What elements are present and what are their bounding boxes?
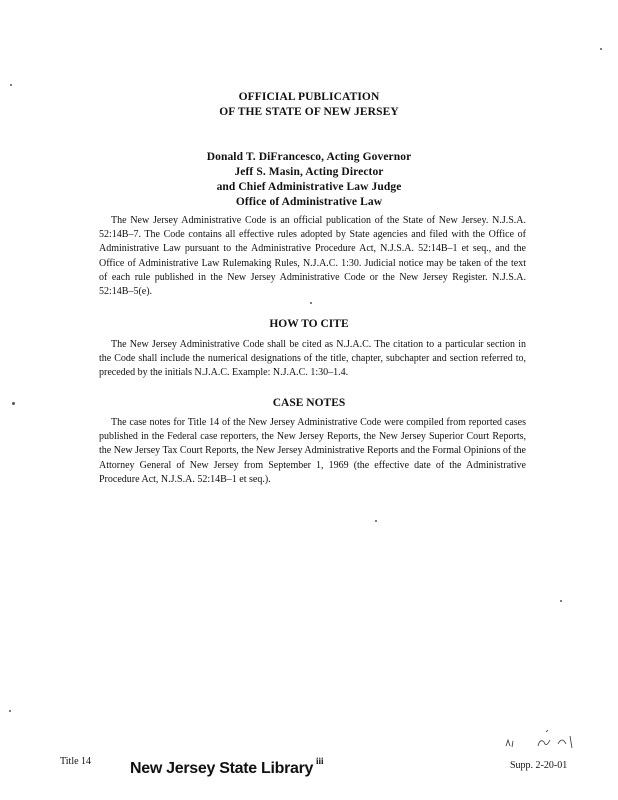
library-stamp: New Jersey State Library [130,760,314,777]
case-notes-heading: CASE NOTES [272,397,346,409]
scan-speck [560,600,562,602]
scan-speck [375,520,377,522]
official-governor: Donald T. DiFrancesco, Acting Governor [206,151,412,163]
handwritten-mark-icon [502,726,592,756]
official-judge: and Chief Administrative Law Judge [216,181,402,193]
officials-block [0,150,618,210]
scan-speck [600,48,602,50]
supplement-date: Supp. 2-20-01 [510,760,568,771]
case-notes-paragraph: The case notes for Title 14 of the New Jersey Administrative Code were compiled from reported cases published in the Federal case reporters, the New Jersey Reports, the New Jersey Superior Court Reports, the New Jersey Tax Court Reports, the New Jersey Administrative Reports and the Formal Opinions of the Attorney General of New Jersey from September 1, 1969 (the effective date of the Administrative Procedure Act, N.J.S.A. 52:14B–1 et seq.). [99,417,526,485]
how-to-cite-heading: HOW TO CITE [269,318,349,330]
footer-title: Title 14 [60,756,92,767]
scan-speck [10,84,12,86]
official-office: Office of Administrative Law [235,196,383,208]
header-line-1: OFFICIAL PUBLICATION [238,91,380,103]
scan-speck [9,710,11,712]
how-to-cite-paragraph: The New Jersey Administrative Code shall be cited as N.J.A.C. The citation to a particular section in the Code shall include the numerical designations of the title, chapter, subchapter and section referred to, preceded by the initials N.J.A.C. Example: N.J.A.C. 1:30–1.4. [99,339,526,379]
scan-speck [310,302,312,304]
header-line-2: OF THE STATE OF NEW JERSEY [219,106,399,118]
intro-paragraph: The New Jersey Administrative Code is an official publication of the State of New Jersey. N.J.S.A. 52:14B–7. The Code contains all effective rules adopted by State agencies and filed with the Office of Administrative Law pursuant to the Administrative Procedure Act, N.J.S.A. 52:14B–1 et seq., and the Office of Administrative Law Rulemaking Rules, N.J.A.C. 1:30. Judicial notice may be taken of the text of each rule published in the New Jersey Administrative Code or the New Jersey Register. N.J.S.A. 52:14B–5(e). [99,215,526,298]
page-number: iii [316,756,324,766]
scan-speck [12,402,15,405]
official-director: Jeff S. Masin, Acting Director [234,166,384,178]
publication-header [0,90,618,120]
